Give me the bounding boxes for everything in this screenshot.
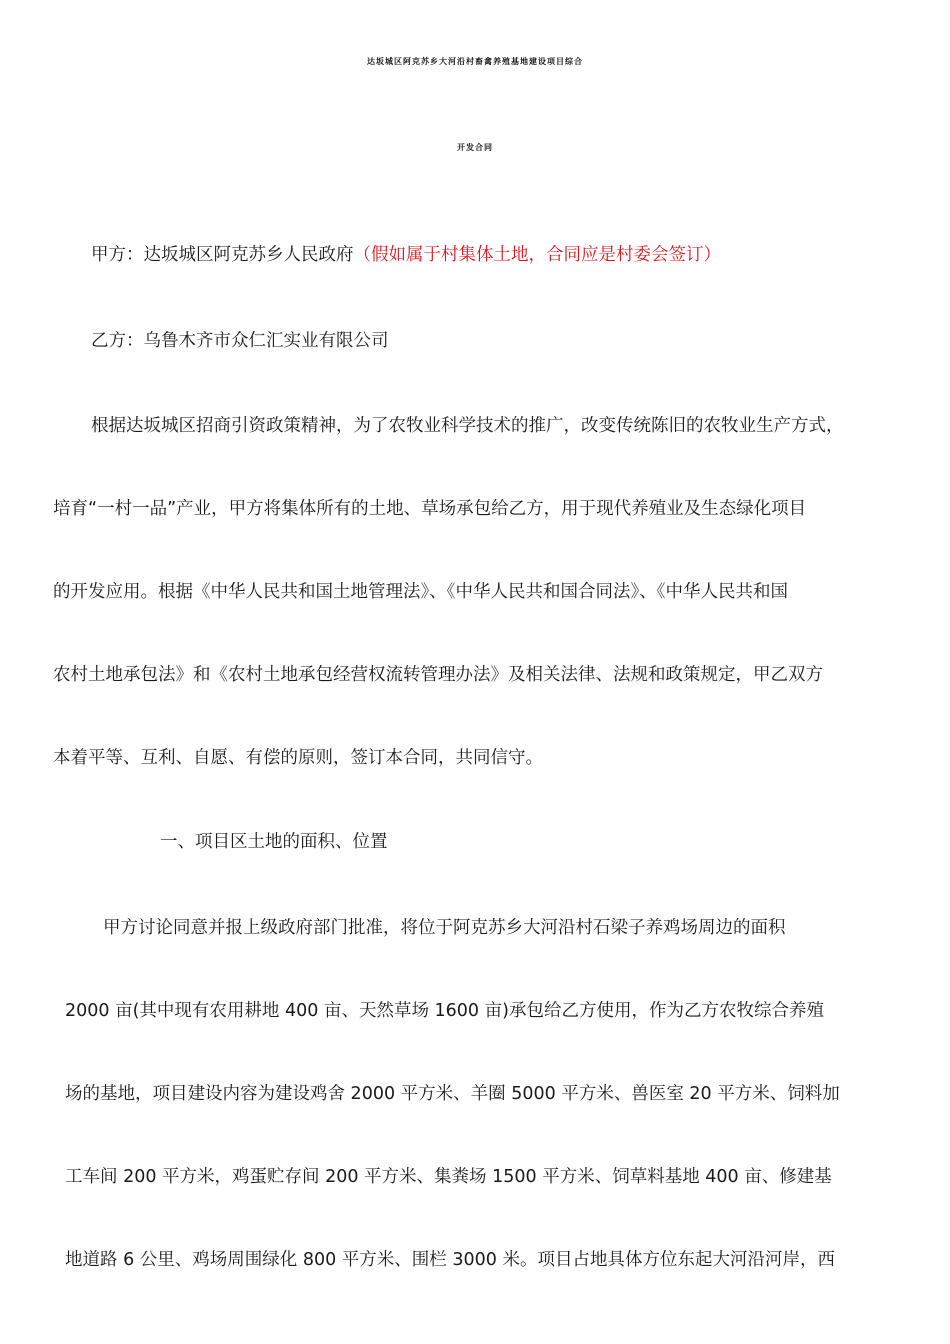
preamble-line: 培育“一村一品”产业，甲方将集体所有的土地、草场承包给乙方，用于现代养殖业及生态绿化项目 <box>53 499 807 519</box>
party-b-line: 乙方：乌鲁木齐市众仁汇实业有限公司 <box>91 331 389 351</box>
section-1-heading: 一、项目区土地的面积、位置 <box>160 832 388 852</box>
preamble-line: 本着平等、互利、自愿、有偿的原则，签订本合同，共同信守。 <box>53 748 543 768</box>
party-a-label: 甲方：达坂城区阿克苏乡人民政府 <box>91 245 354 265</box>
document-title-line-2: 开发合同 <box>457 143 493 152</box>
section-1-line: 场的基地，项目建设内容为建设鸡舍 2000 平方米、羊圈 5000 平方米、兽医室 20 平方米、饲料加 <box>65 1084 840 1104</box>
preamble-line: 的开发应用。根据《中华人民共和国土地管理法》、《中华人民共和国合同法》、《中华人民共和国 <box>53 582 788 602</box>
preamble-line: 根据达坂城区招商引资政策精神，为了农牧业科学技术的推广，改变传统陈旧的农牧业生产方式， <box>91 416 844 436</box>
section-1-line: 工车间 200 平方米，鸡蛋贮存间 200 平方米、集粪场 1500 平方米、饲草料基地 400 亩、修建基 <box>65 1167 832 1187</box>
preamble-line: 农村土地承包法》和《农村土地承包经营权流转管理办法》及相关法律、法规和政策规定，甲乙双方 <box>53 665 823 685</box>
section-1-line: 地道路 6 公里、鸡场周围绿化 800 平方米、围栏 3000 米。项目占地具体方位东起大河沿河岸，西 <box>65 1250 835 1270</box>
section-1-line: 2000 亩(其中现有农用耕地 400 亩、天然草场 1600 亩)承包给乙方使用，作为乙方农牧综合养殖 <box>65 1001 824 1021</box>
document-title-line-1: 达坂城区阿克苏乡大河沿村畜禽养殖基地建设项目综合 <box>367 57 583 66</box>
section-1-line: 甲方讨论同意并报上级政府部门批准，将位于阿克苏乡大河沿村石梁子养鸡场周边的面积 <box>103 918 786 938</box>
party-a-note: （假如属于村集体土地，合同应是村委会签订） <box>353 245 721 265</box>
party-a-line <box>91 243 721 267</box>
